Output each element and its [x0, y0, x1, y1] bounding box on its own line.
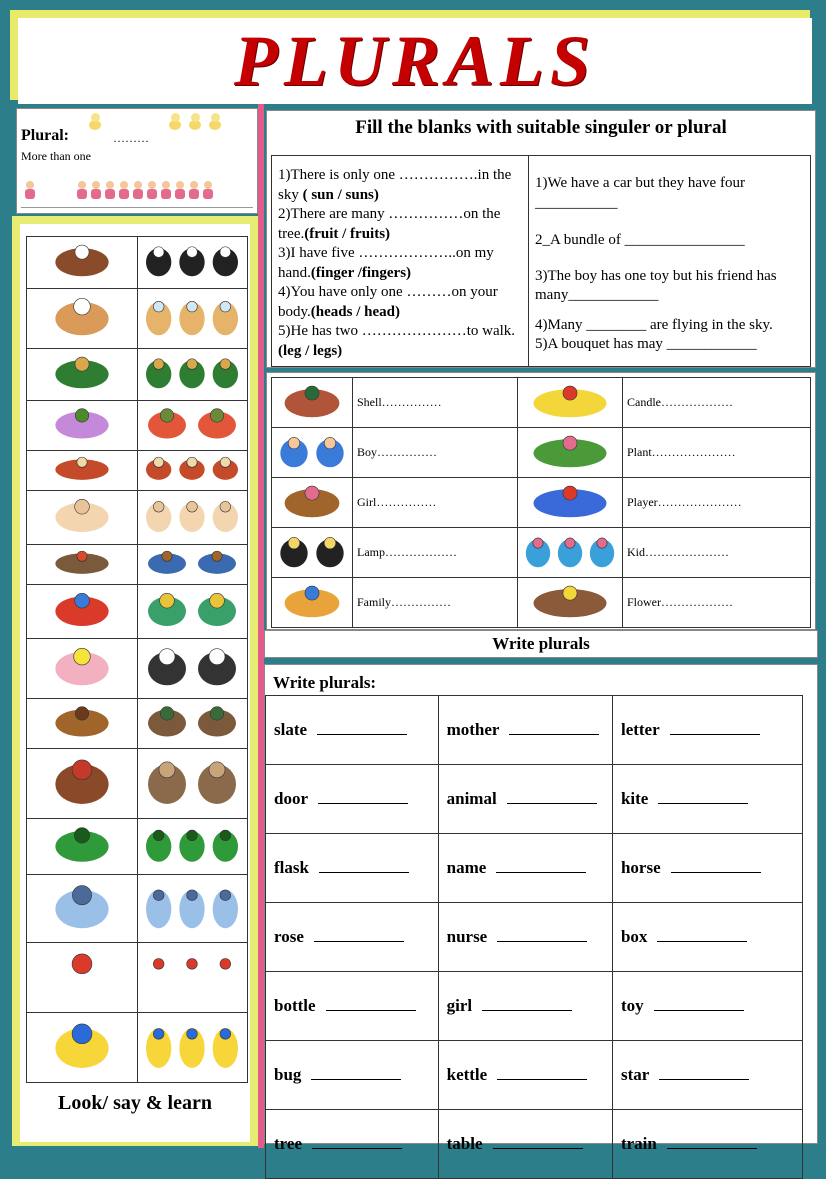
fill-blank-sentence: [278, 322, 522, 361]
write-plurals-table: [265, 695, 803, 1179]
vocab-word: Flower………………: [623, 578, 811, 628]
word: letter: [620, 720, 660, 739]
answer-blank[interactable]: [670, 722, 760, 735]
write-plurals-cell: [438, 696, 612, 765]
word: tree: [274, 1134, 302, 1153]
write-plurals-cell: [612, 1041, 802, 1110]
picture-row: [27, 289, 248, 349]
plural-meaning: More than one: [21, 149, 91, 163]
sentence-hint: (heads / head): [310, 303, 400, 320]
pencil-icon: [27, 819, 138, 875]
cyclist-icon: [27, 585, 138, 639]
answer-blank[interactable]: [667, 1136, 757, 1149]
plant-icon: [518, 428, 623, 478]
answer-blank[interactable]: [657, 929, 747, 942]
hens-icon: [137, 943, 248, 1013]
kid-icon: [518, 528, 623, 578]
vocab-word: Shell……………: [353, 378, 518, 428]
flower-icon: [27, 401, 138, 451]
picture-row: [27, 819, 248, 875]
fill-blank-sentence: [278, 205, 522, 244]
sentence-text: 3)I have five ………………..on my hand.: [278, 245, 494, 281]
write-plurals-row: [266, 1110, 803, 1179]
vocab-row: [272, 378, 811, 428]
word: kite: [620, 789, 649, 808]
write-plurals-cell: [438, 1041, 612, 1110]
vocab-row: [272, 578, 811, 628]
picture-row: [27, 545, 248, 585]
word: mother: [446, 720, 500, 739]
word: table: [446, 1134, 483, 1153]
write-plurals-cell: [438, 765, 612, 834]
vocab-row: [272, 428, 811, 478]
write-plurals-cell: [266, 765, 439, 834]
monkey-icon: [27, 749, 138, 819]
answer-blank[interactable]: [509, 722, 599, 735]
sentence-hint: (leg / legs): [278, 342, 343, 359]
birds-icon: [137, 545, 248, 585]
sentence-text: 4)You have only one ………on your body.: [278, 284, 498, 320]
write-plurals-header: Write plurals: [264, 630, 818, 658]
flower-pot-icon: [518, 578, 623, 628]
cows-icon: [137, 237, 248, 289]
fill-blank-sentence: [278, 244, 522, 283]
write-plurals-row: [266, 696, 803, 765]
word: nurse: [446, 927, 488, 946]
write-plurals-section: [264, 664, 818, 1153]
vocab-word: Lamp………………: [353, 528, 518, 578]
answer-blank[interactable]: [497, 929, 587, 942]
lamp-icon: [272, 528, 353, 578]
vocab-section: [266, 372, 816, 630]
answer-blank[interactable]: [312, 1136, 402, 1149]
bunnies-icon: [137, 639, 248, 699]
write-plurals-cell: [266, 1041, 439, 1110]
cyclists-icon: [137, 585, 248, 639]
sentence-hint: ( sun / suns): [302, 186, 379, 203]
write-plurals-row: [266, 1041, 803, 1110]
fill-blanks-section: [266, 110, 816, 368]
family-icon: [272, 578, 353, 628]
write-plurals-cell: [266, 696, 439, 765]
jar-icon: [27, 451, 138, 491]
girl-icon: [272, 478, 353, 528]
fill-blanks-left: [278, 166, 522, 361]
kid-single-icon: [23, 181, 37, 206]
baby-icon: [27, 491, 138, 545]
word: toy: [620, 996, 644, 1015]
vocab-word: Girl……………: [353, 478, 518, 528]
chicks-icon: [167, 113, 223, 136]
word: door: [274, 789, 308, 808]
word: flask: [274, 858, 309, 877]
write-plurals-cell: [438, 903, 612, 972]
write-plurals-cell: [266, 972, 439, 1041]
word: bottle: [274, 996, 316, 1015]
write-plurals-row: [266, 834, 803, 903]
vocab-word: Family……………: [353, 578, 518, 628]
write-plurals-cell: [612, 765, 802, 834]
write-plurals-cell: [438, 834, 612, 903]
sentence-hint: (finger /fingers): [310, 264, 412, 281]
answer-blank[interactable]: [319, 860, 409, 873]
word: animal: [446, 789, 497, 808]
answer-blank[interactable]: [654, 998, 744, 1011]
fill-blank-sentence: [278, 283, 522, 322]
vocab-table: [271, 377, 811, 628]
write-plurals-cell: [612, 834, 802, 903]
kids-icon: [75, 181, 215, 206]
answer-blank[interactable]: [671, 860, 761, 873]
bunny-icon: [27, 639, 138, 699]
book-icon: [27, 699, 138, 749]
watering-cans-icon: [137, 349, 248, 401]
fill-blank-sentence: 3)The boy has one toy but his friend has many____________: [535, 267, 777, 303]
vocab-word: Player…………………: [623, 478, 811, 528]
write-plurals-cell: [266, 1110, 439, 1179]
picture-row: [27, 875, 248, 943]
sentence-hint: (fruit / fruits): [304, 225, 391, 242]
fill-blank-sentence: 1)We have a car but they have four ___________: [535, 175, 745, 211]
word: star: [620, 1065, 650, 1084]
fill-blank-sentence: 5)A bouquet has may ____________: [535, 336, 757, 352]
fill-blanks-title: Fill the blanks with suitable singuler or plural: [355, 117, 727, 138]
answer-blank[interactable]: [317, 722, 407, 735]
write-plurals-title: Write plurals:: [273, 673, 377, 692]
plural-dots: ………: [113, 131, 149, 145]
books-icon: [137, 699, 248, 749]
bird-icon: [27, 545, 138, 585]
flowers-icon: [137, 401, 248, 451]
picture-row: [27, 585, 248, 639]
write-plurals-cell: [612, 972, 802, 1041]
picture-row: [27, 639, 248, 699]
monkeys-icon: [137, 749, 248, 819]
fill-blanks-grid: [271, 155, 811, 367]
sentence-text: 1)There is only one …………….in the sky: [278, 167, 512, 203]
picture-row: [27, 237, 248, 289]
fish-icon: [27, 1013, 138, 1083]
picture-table: [26, 236, 248, 1083]
pencils-icon: [137, 819, 248, 875]
picture-row: [27, 699, 248, 749]
fill-blank-sentence: 4)Many ________ are flying in the sky.: [535, 316, 773, 333]
vocab-row: [272, 478, 811, 528]
picture-row: [27, 349, 248, 401]
cat-icon: [27, 289, 138, 349]
page-title: PLURALS: [233, 21, 597, 101]
write-plurals-cell: [612, 1110, 802, 1179]
sentence-text: 5)He has two …………………to walk.: [278, 323, 516, 339]
picture-row: [27, 943, 248, 1013]
answer-blank[interactable]: [318, 791, 408, 804]
title-box: [18, 18, 812, 104]
jars-icon: [137, 451, 248, 491]
cats-icon: [137, 289, 248, 349]
answer-blank[interactable]: [314, 929, 404, 942]
picture-row: [27, 451, 248, 491]
cow-icon: [27, 237, 138, 289]
chick-single-icon: [87, 113, 103, 136]
vocab-word: Candle………………: [623, 378, 811, 428]
answer-blank[interactable]: [507, 791, 597, 804]
write-plurals-cell: [438, 972, 612, 1041]
word: train: [620, 1134, 657, 1153]
divider: [21, 207, 253, 208]
word: girl: [446, 996, 473, 1015]
word: name: [446, 858, 487, 877]
write-plurals-cell: [612, 903, 802, 972]
answer-blank[interactable]: [659, 1067, 749, 1080]
player-icon: [518, 478, 623, 528]
answer-blank[interactable]: [497, 1067, 587, 1080]
write-plurals-row: [266, 972, 803, 1041]
safety-pins-icon: [137, 875, 248, 943]
plural-definition-box: [16, 108, 258, 214]
shell-icon: [272, 378, 353, 428]
boy-icon: [272, 428, 353, 478]
answer-blank[interactable]: [658, 791, 748, 804]
write-plurals-cell: [266, 903, 439, 972]
hen-icon: [27, 943, 138, 1013]
write-plurals-row: [266, 903, 803, 972]
sentence-text: 2)There are many ……………on the tree.: [278, 206, 501, 242]
vocab-word: Plant…………………: [623, 428, 811, 478]
safety-pin-icon: [27, 875, 138, 943]
word: rose: [274, 927, 304, 946]
vocab-word: Kid…………………: [623, 528, 811, 578]
fill-blank-sentence: [278, 166, 522, 205]
word: kettle: [446, 1065, 488, 1084]
picture-row: [27, 749, 248, 819]
picture-row: [27, 1013, 248, 1083]
write-plurals-cell: [266, 834, 439, 903]
look-say-learn-caption: Look/ say & learn: [58, 1092, 212, 1114]
answer-blank[interactable]: [496, 860, 586, 873]
picture-row: [27, 401, 248, 451]
write-plurals-cell: [438, 1110, 612, 1179]
fill-blanks-right: [528, 156, 808, 366]
answer-blank[interactable]: [311, 1067, 401, 1080]
candle-icon: [518, 378, 623, 428]
answer-blank[interactable]: [493, 1136, 583, 1149]
write-plurals-cell: [612, 696, 802, 765]
fishes-icon: [137, 1013, 248, 1083]
answer-blank[interactable]: [326, 998, 416, 1011]
babies-icon: [137, 491, 248, 545]
word: slate: [274, 720, 308, 739]
answer-blank[interactable]: [482, 998, 572, 1011]
vocab-word: Boy……………: [353, 428, 518, 478]
vocab-row: [272, 528, 811, 578]
word: box: [620, 927, 648, 946]
word: horse: [620, 858, 661, 877]
word: bug: [274, 1065, 302, 1084]
watering-can-icon: [27, 349, 138, 401]
plural-label: Plural:: [21, 127, 69, 144]
fill-blank-sentence: 2_A bundle of ________________: [535, 232, 745, 248]
write-plurals-row: [266, 765, 803, 834]
picture-row: [27, 491, 248, 545]
